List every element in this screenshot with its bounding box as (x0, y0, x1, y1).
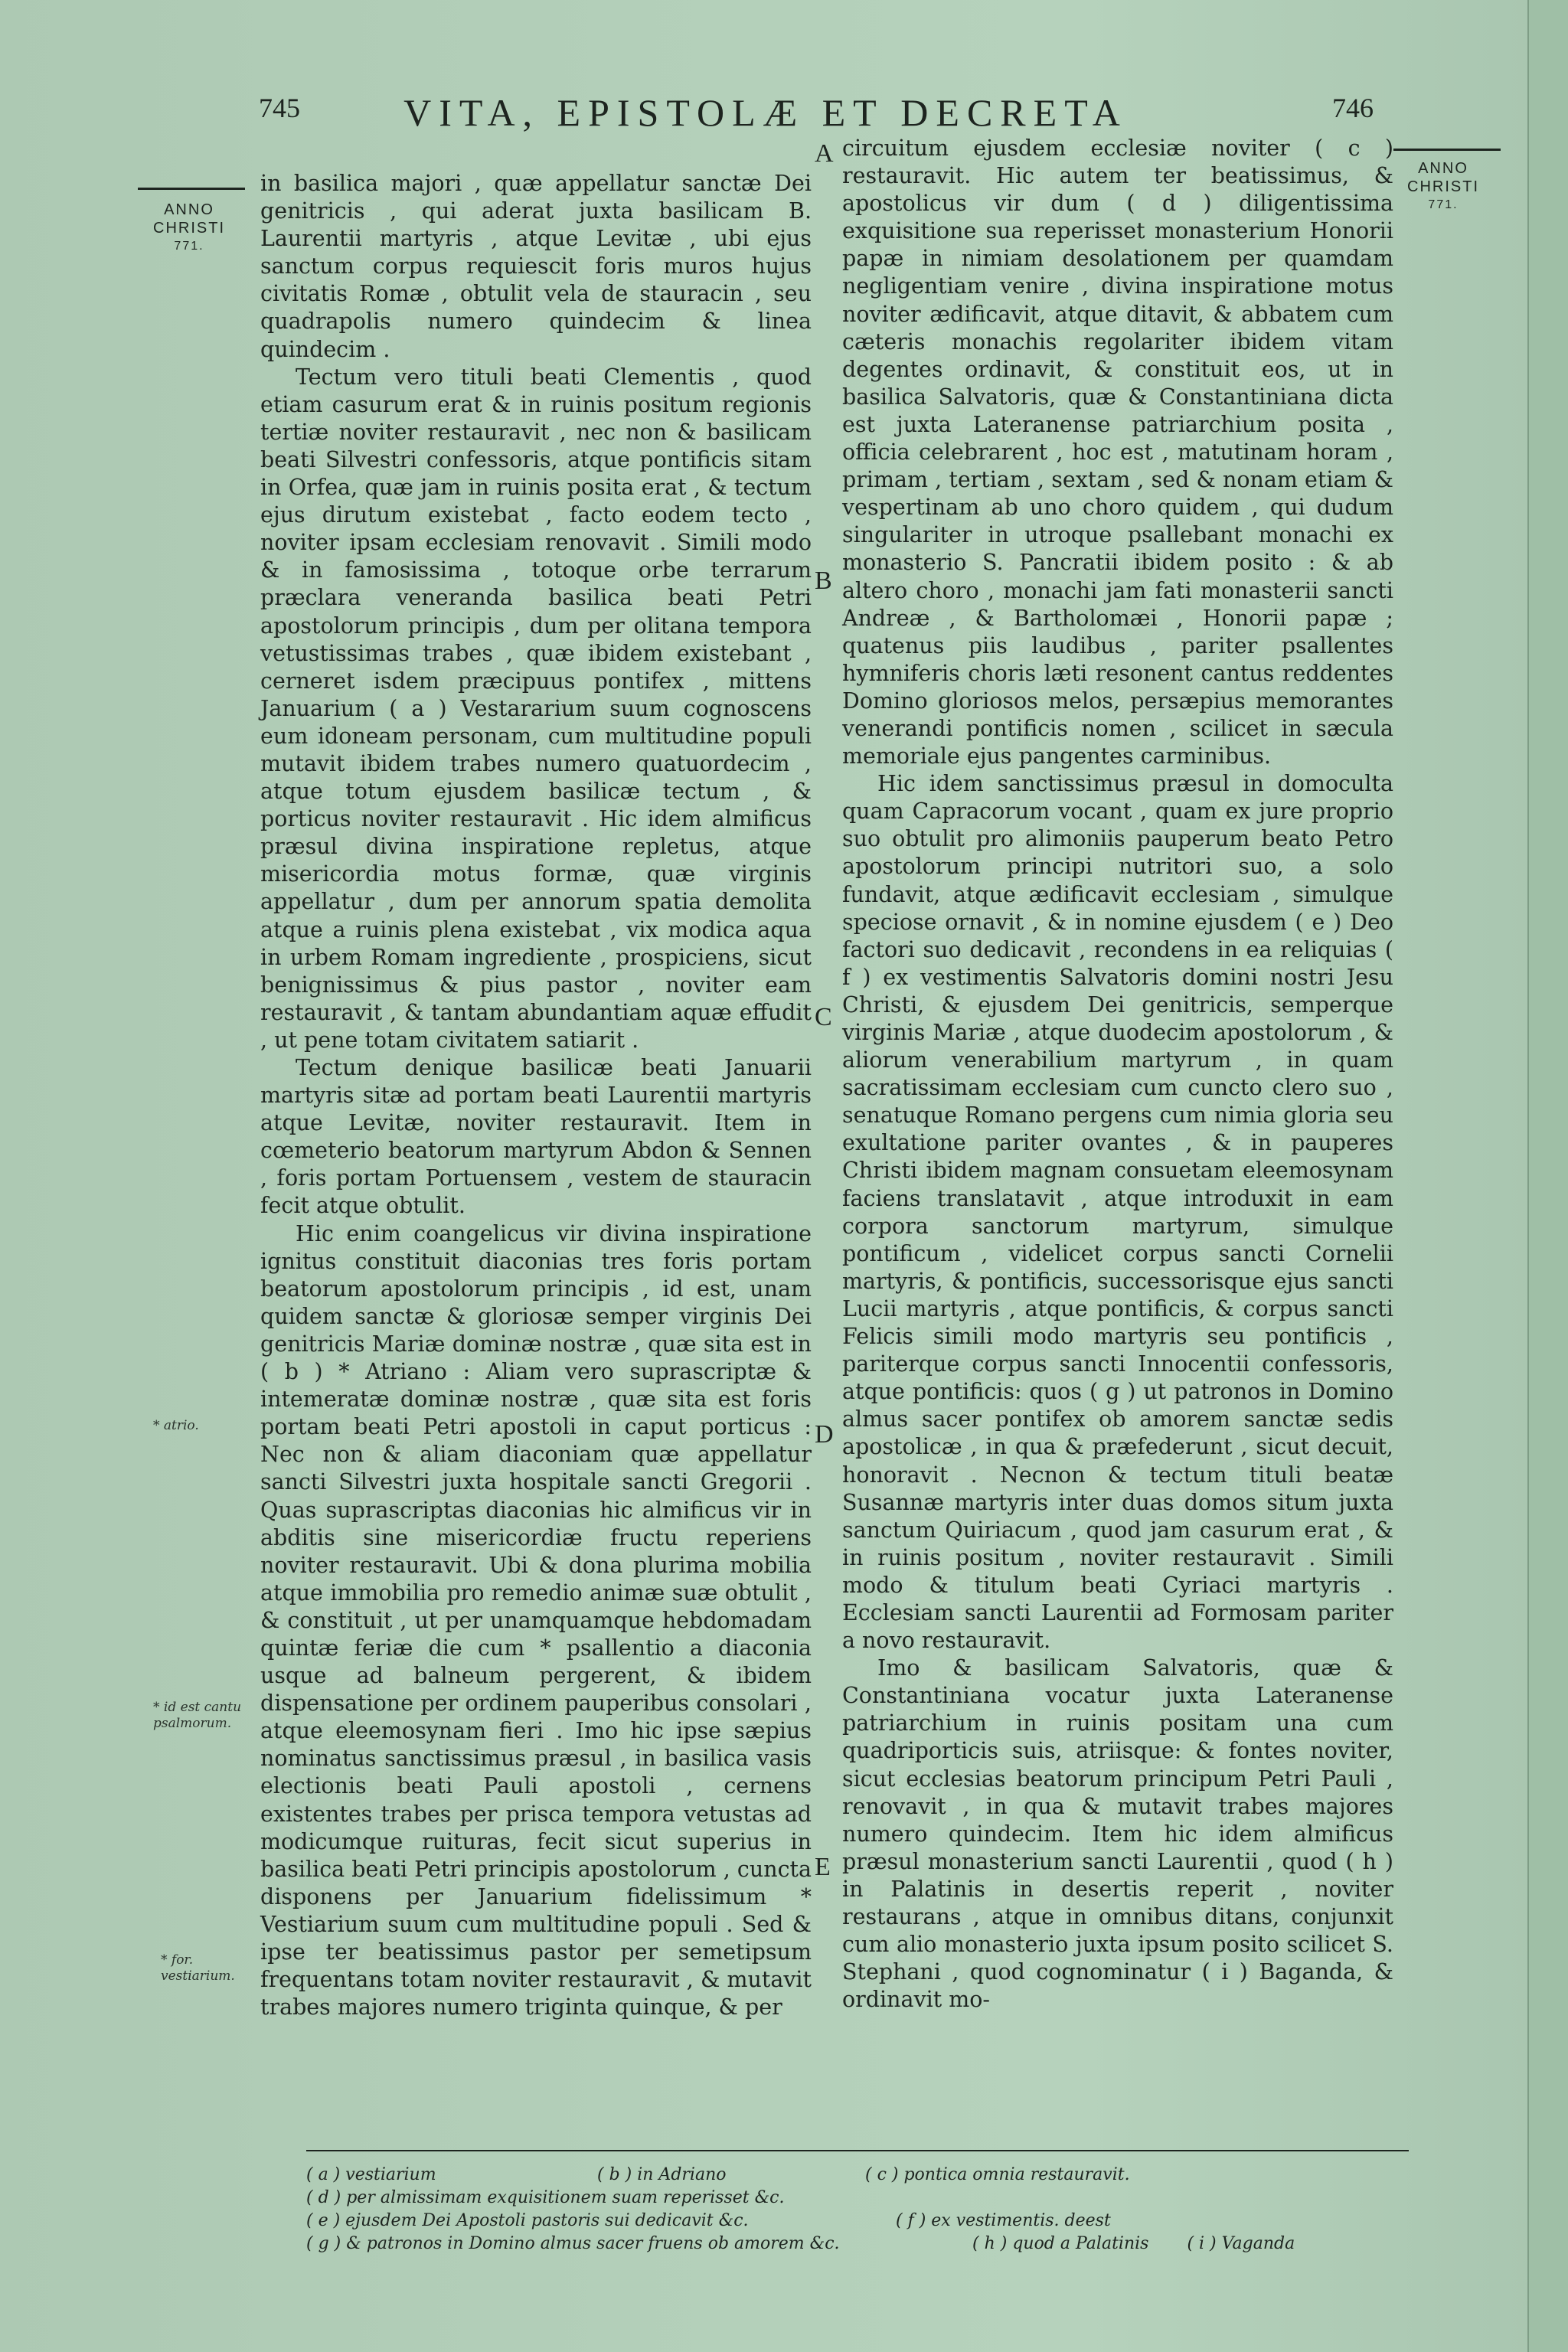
footnote: ( e ) ejusdem Dei Apostoli pastoris sui dedicavit &c. (306, 2211, 749, 2230)
footnotes (306, 2164, 1416, 2256)
section-mark-a: A (815, 139, 834, 168)
page-number-left: 745 (259, 93, 300, 123)
paragraph: Tectum denique basilicæ beati Januarii martyris sitæ ad portam beati Laurentii martyris atque Levitæ, noviter restauravit. Item in cœmeterio beatorum martyrum Abdon & Sennen , foris portam Portuensem , vestem de stauracin fecit atque obtulit. (260, 1055, 812, 1219)
paragraph: Hic enim coangelicus vir divina inspiratione ignitus constituit diaconias tres foris portam beatorum apostolorum principis , id est, unam quidem sanctæ & gloriosæ semper virginis Dei genitricis Mariæ dominæ nostræ , quæ sita est in ( b ) * Atriano : Aliam vero suprascriptæ & intemeratæ dominæ nostræ , quæ sita est foris portam beati Petri apostoli in caput porticus : Nec non & aliam diaconiam quæ appellatur sancti Silvestri juxta hospitale sancti Gregorii . Quas suprascriptas diaconias hic almificus vir in abditis sine misericordiæ fructu reperiens noviter restauravit. Ubi & dona plurima mobilia atque immobilia pro remedio animæ suæ obtulit , & constituit , ut per unamquamque hebdomadam quintæ feriæ die cum * psallentio a diaconia usque ad balneum pergerent, & ibidem dispensatione per ordinem pauperibus consolari , atque eleemosynam fieri . Imo hic ipse sæpius nominatus sanctissimus præsul , in basilica vasis electionis beati Pauli apostoli , cernens existentes trabes per prisca tempora vetustas ad modicumque ruituras, fecit sicut superius in basilica beati Petri principis apostolorum , cuncta disponens per Januarium fidelissimum * Vestiarium suum cum multitudine populi . Sed & ipse ter beatissimus pastor per semetipsum frequentans totam noviter restauravit , & mutavit trabes majores numero triginta quinque, & per (260, 1220, 812, 2020)
margin-note-atrio: * atrio. (153, 1418, 199, 1433)
footnote-row (306, 2164, 1416, 2187)
margin-note-vestiarium: * for. vestiarium. (161, 1952, 235, 1984)
christi-label: CHRISTI (153, 220, 225, 237)
footnote: ( i ) Vaganda (1187, 2234, 1295, 2253)
margin-note-psalmorum: * id est cantu psalmorum. (153, 1700, 242, 1731)
anno-christi-left (153, 201, 225, 256)
header-rule-left (138, 188, 245, 190)
paragraph: circuitum ejusdem ecclesiæ noviter ( c ) restauravit. Hic autem ter beatissimus, & apostolicus vir dum ( d ) diligentissima exquisitione sua reperisset monasterium Honorii papæ in nimiam desolationem per quamdam negligentiam venire , divina inspiratione motus noviter ædificavit, atque ditavit, & abbatem cum cæteris monachis regolariter ibidem vitam degentes ordinavit, & constituit eos, ut in basilica Salvatoris, quæ & Constantiniana dicta est juxta Lateranense patriarchium posita , officia celebrarent , hoc est , matutinam horam , primam , tertiam , sextam , sed & nonam etiam & vespertinam ab uno choro quidem , qui dudum singulariter in utroque psallebant monachi ex monasterio S. Pancratii ibidem posito : & ab altero choro , monachi jam fati monasterii sancti Andreæ , & Bartholomæi , Honorii papæ ; quatenus piis laudibus , pariter psallentes hymniferis choris læti resonent cantus reddentes Domino gloriosos melos, persæpius memorantes venerandi pontificis nomen , scilicet in sæcula memoriale ejus pangentes carminibus. (842, 136, 1393, 769)
footnote: ( b ) in Adriano (597, 2165, 727, 2184)
paragraph: in basilica majori , quæ appellatur sanctæ Dei genitricis , qui aderat juxta basilicam B. Laurentii martyris , atque Levitæ , ubi ejus sanctum corpus requiescit foris muros hujus civitatis Romæ , obtulit vela de stauracin , seu quadrapolis numero quindecim & linea quindecim . (260, 171, 812, 362)
footnote: ( d ) per almissimam exquisitionem suam reperisset &c. (306, 2188, 785, 2207)
page-number-right: 746 (1332, 93, 1374, 123)
anno-label: ANNO (164, 201, 214, 218)
section-mark-b: B (815, 567, 832, 595)
footnote-row (306, 2233, 1416, 2256)
christi-label: CHRISTI (1407, 178, 1479, 195)
anno-label: ANNO (1418, 160, 1468, 177)
section-mark-e: E (815, 1853, 831, 1881)
paragraph: Tectum vero tituli beati Clementis , quod etiam casurum erat & in ruinis positum regionis tertiæ noviter restauravit , nec non & basilicam beati Silvestri confessoris, atque pontificis sitam in Orfea, quæ jam in ruinis posita erat , & tectum ejus dirutum existebat , facto eodem tecto , noviter ipsam ecclesiam renovavit . Simili modo & in famosissima , totoque orbe terrarum præclara veneranda basilica beati Petri apostolorum principis , dum per olitana tempora vetustissimas trabes , quæ ibidem existebant , cerneret isdem præcipuus pontifex , mittens Januarium ( a ) Vestararium suum cognoscens eum idoneam personam, cum multitudine populi mutavit ibidem trabes numero quatuordecim , atque totum ejusdem basilicæ tectum , & porticus noviter restauravit . Hic idem almificus præsul divina inspiratione repletus, atque misericordia motus formæ, quæ virginis appellatur , dum per annorum spatia demolita atque a ruinis plena existebat , vix modica aqua in urbem Romam ingrediente , prospiciens, sicut benignissimus & pius pastor , noviter eam restauravit , & tantam abundantiam aquæ effudit , ut pene totam civitatem satiarit . (260, 364, 812, 1053)
anno-year: 771. (1428, 198, 1459, 211)
footnote: ( a ) vestiarium (306, 2165, 436, 2184)
section-mark-c: C (815, 1003, 832, 1031)
footnote: ( g ) & patronos in Domino almus sacer fruens ob amorem &c. (306, 2234, 840, 2253)
footnote: ( f ) ex vestimentis. deest (896, 2211, 1111, 2230)
footnote-row (306, 2187, 1416, 2210)
footnote-row (306, 2210, 1416, 2233)
paragraph: Imo & basilicam Salvatoris, quæ & Constantiniana vocatur juxta Lateranense patriarchium in ruinis positam una cum quadriporticis suis, atriisque: & fontes noviter, sicut ecclesias beatorum principum Petri Pauli , renovavit , in qua & mutavit trabes majores numero quindecim. Item hic idem almificus præsul monasterium sancti Laurentii , quod ( h ) in Palatinis in desertis reperit , noviter restaurans , atque in omnibus ditans, conjunxit cum alio monasterio juxta ipsum posito scilicet S. Stephani , quod cognominatur ( i ) Baganda, & ordinavit mo- (842, 1655, 1393, 2013)
footnote: ( c ) pontica omnia restauravit. (865, 2165, 1130, 2184)
running-title: VITA, EPISTOLÆ ET DECRETA (403, 91, 1128, 134)
section-mark-d: D (815, 1420, 834, 1449)
paragraph: Hic idem sanctissimus præsul in domoculta quam Capracorum vocant , quam ex jure proprio suo obtulit pro alimoniis pauperum beato Petro apostolorum principi nutritori suo, a solo fundavit, atque ædificavit ecclesiam , simulque speciose ornavit , & in nomine ejusdem ( e ) Deo factori suo dedicavit , recondens in ea reliquias ( f ) ex vestimentis Salvatoris domini nostri Jesu Christi, & ejusdem Dei genitricis, semperque virginis Mariæ , atque duodecim apostolorum , & aliorum venerabilium martyrum , in quam sacratissimam ecclesiam cum cuncto clero suo , senatuque Romano pergens cum nimia gloria seu exultatione pariter ovantes , & in pauperes Christi ibidem magnam consuetam eleemosynam faciens translatavit , atque introduxit in eam corpora sanctorum martyrum, simulque pontificum , videlicet corpus sancti Cornelii martyris, & pontificis, successorisque ejus sancti Lucii martyris , atque pontificis, & corpus sancti Felicis simili modo martyris seu pontificis , pariterque corpus sancti Innocentii confessoris, atque pontificis: quos ( g ) ut patronos in Domino almus sacer pontifex ob amorem sanctæ sedis apostolicæ , in qua & præfederunt , sicut decuit, honoravit . Necnon & tectum tituli beatæ Susannæ martyris inter duas domos situm juxta sanctum Quiriacum , quod jam casurum erat , & in ruinis positum , noviter restauravit . Simili modo & titulum beati Cyriaci martyris . Ecclesiam sancti Laurentii ad Formosam pariter a novo restauravit. (842, 771, 1393, 1654)
anno-year: 771. (174, 240, 204, 253)
footnote: ( h ) quod a Palatinis (972, 2234, 1149, 2253)
left-column (260, 170, 812, 2021)
facing-page-edge (1527, 0, 1568, 2352)
footnote-rule (306, 2150, 1409, 2151)
anno-christi-right (1407, 159, 1479, 214)
header-rule-right (1393, 149, 1501, 151)
right-column (842, 135, 1393, 2014)
